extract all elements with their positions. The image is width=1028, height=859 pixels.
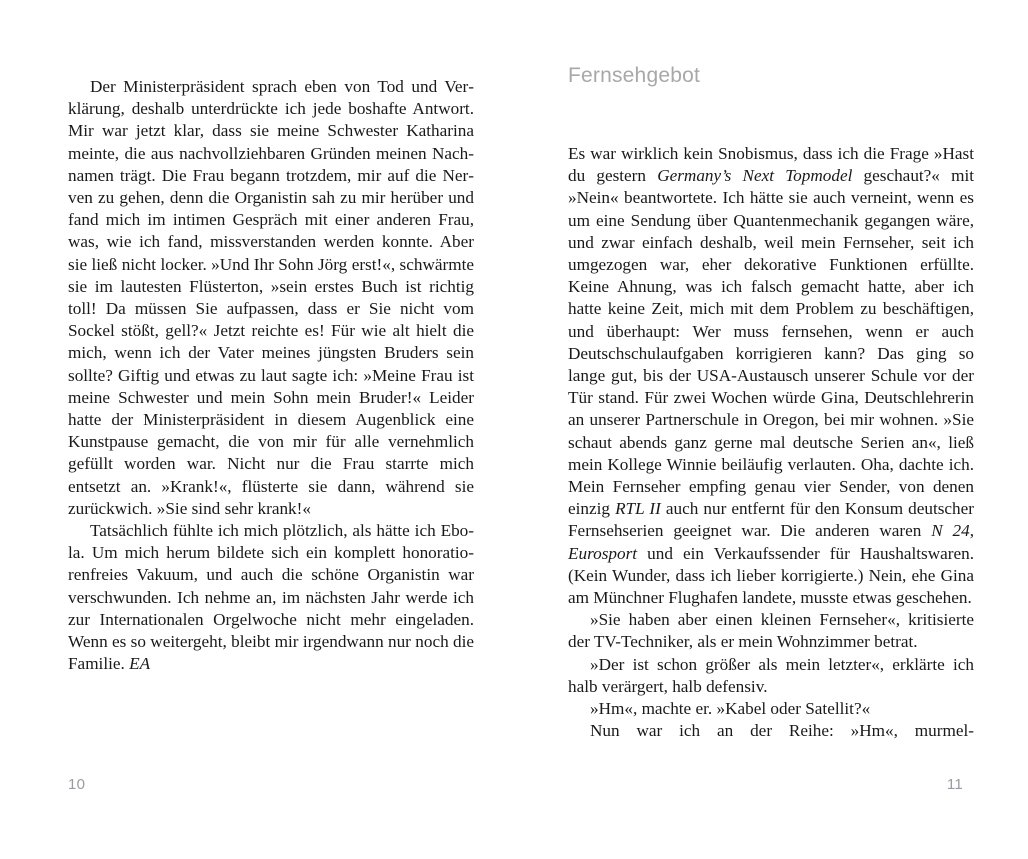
text-run: »Sie haben aber einen kleinen Fernseher«, kritisierte der TV-Techniker, als er mein Wohnzimmer betrat. xyxy=(568,610,974,652)
italic-run: Germany’s Next Topmodel xyxy=(657,166,853,186)
right-page-textblock xyxy=(568,143,974,765)
body-paragraph xyxy=(568,654,974,698)
right-page xyxy=(514,0,1028,859)
text-run: , xyxy=(969,521,975,541)
text-run: Tatsächlich fühlte ich mich plötzlich, als hätte ich Ebola. Um mich herum bildete sich ein komplett honoratiorenfreies Vakuum, und auch die schöne Organistin war verschwunden. Ich nehme an, im nächsten Jahr werde ich zur Internationalen Orgelwoche nicht mehr eingeladen. Wenn es so weitergeht, bleibt mir irgendwann nur noch die Familie. xyxy=(68,521,474,674)
page-number-right: 11 xyxy=(946,776,963,793)
text-run: und ein Verkaufssender für Haushaltswaren. (Kein Wunder, dass ich lieber korrigierte.) Nein, ehe Gina am Münchner Flughafen landete, musste etwas geschehen. xyxy=(568,543,974,608)
text-run: »Hm«, machte er. »Kabel oder Satellit?« xyxy=(590,699,871,719)
italic-run: EA xyxy=(129,654,151,674)
text-run: Nun war ich an der Reihe: »Hm«, murmel- xyxy=(590,721,974,741)
body-paragraph xyxy=(568,143,974,609)
text-run: Der Ministerpräsident sprach eben von Tod und Verklärung, deshalb unterdrückte ich jede boshafte Antwort. Mir war jetzt klar, dass sie meine Schwester Katharina meinte, die aus nachvollziehbaren Gründen meinen Nachnamen trägt. Die Frau begann trotzdem, mir auf die Nerven zu gehen, denn die Organistin sah zu mir herüber und fand mich im intimen Gespräch mit einer anderen Frau, was, wie ich fand, missverstanden werden konnte. Aber sie ließ nicht locker. »Und Ihr Sohn Jörg erst!«, schwärmte sie im lautesten Flüsterton, »sein erstes Buch ist richtig toll! Da müssen Sie aufpassen, dass er Sie nicht vom Sockel stößt, gell?« Jetzt reichte es! Für wie alt hielt die mich, wenn ich der Vater meines jüngsten Bruders sein sollte? Giftig und etwas zu laut sagte ich: »Meine Frau ist meine Schwester und mein Sohn mein Bruder!« Leider hatte der Ministerpräsident in diesem Augenblick eine Kunstpause gemacht, die von mir für alle vernehmlich gefüllt worden war. Nicht nur die Frau starrte mich entsetzt an. »Krank!«, flüsterte sie dann, während sie zurückwich. »Sie sind sehr krank!« xyxy=(68,77,474,518)
page-number-left: 10 xyxy=(68,776,86,793)
body-paragraph xyxy=(568,609,974,653)
body-paragraph xyxy=(568,720,974,764)
italic-run: N 24 xyxy=(931,521,970,541)
italic-run: Eurosport xyxy=(568,543,638,563)
body-paragraph xyxy=(68,520,474,675)
body-paragraph xyxy=(568,698,974,720)
text-run: Es war wirklich kein Snobismus, dass ich die Frage »Hast du gestern xyxy=(568,144,974,186)
left-page-textblock xyxy=(68,76,474,675)
text-run: geschaut?« mit »Nein« beantwortete. Ich hätte sie auch verneint, wenn es um eine Sendung über Quantenmechanik gegangen wäre, und zwar einfach deshalb, weil mein Fernseher, seit ich umgezogen war, eher dekorative Funktionen erfüllte. Keine Ahnung, was ich falsch gemacht hatte, aber ich hatte keine Zeit, mich mit dem Problem zu beschäftigen, und überhaupt: Wer muss fernsehen, wenn er auch Deutschschulaufgaben korrigieren kann? Das ging so lange gut, bis der USA-Austausch unserer Schule vor der Tür stand. Für zwei Wochen würde Gina, Deutschlehrerin an unserer Partnerschule in Oregon, bei mir wohnen. »Sie schaut abends ganz gerne mal deutsche Serien an«, ließ mein Kollege Winnie beiläufig verlauten. Oha, dachte ich. Mein Fernseher empfing genau vier Sender, von denen einzig xyxy=(568,166,975,519)
text-run: »Der ist schon größer als mein letzter«, erklärte ich halb verärgert, halb defensiv. xyxy=(568,654,974,696)
italic-run: RTL II xyxy=(615,499,661,519)
chapter-title: Fernsehgebot xyxy=(568,64,700,87)
body-paragraph xyxy=(68,76,474,520)
text-run: auch nur entfernt für den Konsum deutscher Fernsehserien geeignet war. Die anderen waren xyxy=(568,499,975,541)
